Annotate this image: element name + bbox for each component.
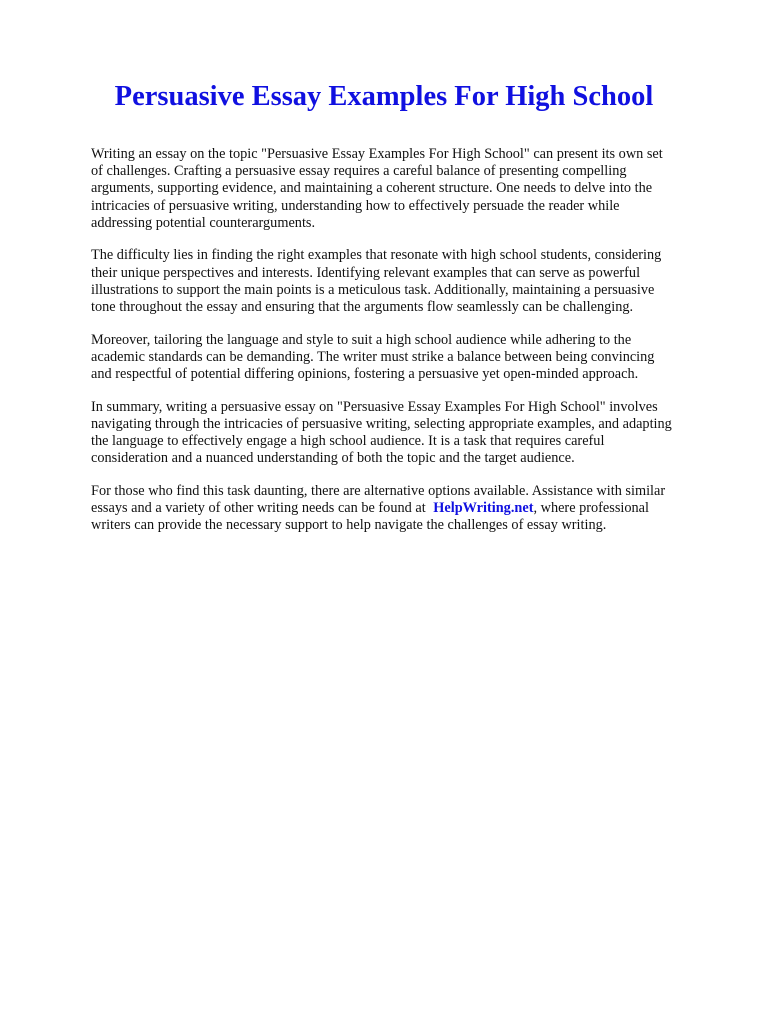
text-line: intricacies of persuasive writing, understanding how to effectively persuade the reader while	[91, 197, 620, 214]
paragraph-1	[91, 146, 731, 232]
text-segment: essays and a variety of other writing needs can be found at	[91, 500, 430, 517]
page-title: Persuasive Essay Examples For High School	[114, 81, 654, 112]
text-segment: , where professional	[533, 500, 649, 517]
text-line: For those who find this task daunting, there are alternative options available. Assistance with similar	[91, 483, 666, 499]
text-line: illustrations to support the main points is a meticulous task. Additionally, maintaining a persuasive	[91, 281, 655, 298]
text-line: The difficulty lies in finding the right examples that resonate with high school students, considering	[91, 247, 662, 264]
paragraph-3	[91, 332, 731, 384]
text-line: tone throughout the essay and ensuring that the arguments flow seamlessly can be challenging.	[91, 299, 634, 315]
text-line: of challenges. Crafting a persuasive essay requires a careful balance of presenting compelling	[91, 163, 627, 180]
text-line: Moreover, tailoring the language and style to suit a high school audience while adhering to the	[91, 331, 632, 348]
text-line: addressing potential counterarguments.	[91, 214, 316, 231]
paragraph-5	[91, 483, 731, 535]
helpwriting-link[interactable]: HelpWriting.net	[433, 500, 534, 517]
text-line: academic standards can be demanding. The writer must strike a balance between being convincing	[91, 348, 655, 365]
text-line: Writing an essay on the topic "Persuasive Essay Examples For High School" can present its own set	[91, 146, 663, 162]
text-line: consideration and a nuanced understanding of both the topic and the target audience.	[91, 450, 575, 467]
text-line: and respectful of potential differing opinions, fostering a persuasive yet open-minded approach.	[91, 366, 639, 383]
paragraph-4	[91, 399, 731, 468]
text-line: In summary, writing a persuasive essay on "Persuasive Essay Examples For High School" involves	[91, 398, 658, 415]
text-line: arguments, supporting evidence, and maintaining a coherent structure. One needs to delve into the	[91, 180, 653, 197]
text-line: writers can provide the necessary support to help navigate the challenges of essay writing.	[91, 517, 607, 534]
text-line: their unique perspectives and interests. Identifying relevant examples that can serve as powerful	[91, 264, 641, 281]
document-body	[91, 146, 731, 550]
text-line-with-link	[91, 500, 731, 517]
paragraph-2	[91, 247, 731, 316]
text-line: navigating through the intricacies of persuasive writing, selecting appropriate examples, and adapting	[91, 415, 672, 432]
text-line: the language to effectively engage a high school audience. It is a task that requires careful	[91, 433, 605, 450]
